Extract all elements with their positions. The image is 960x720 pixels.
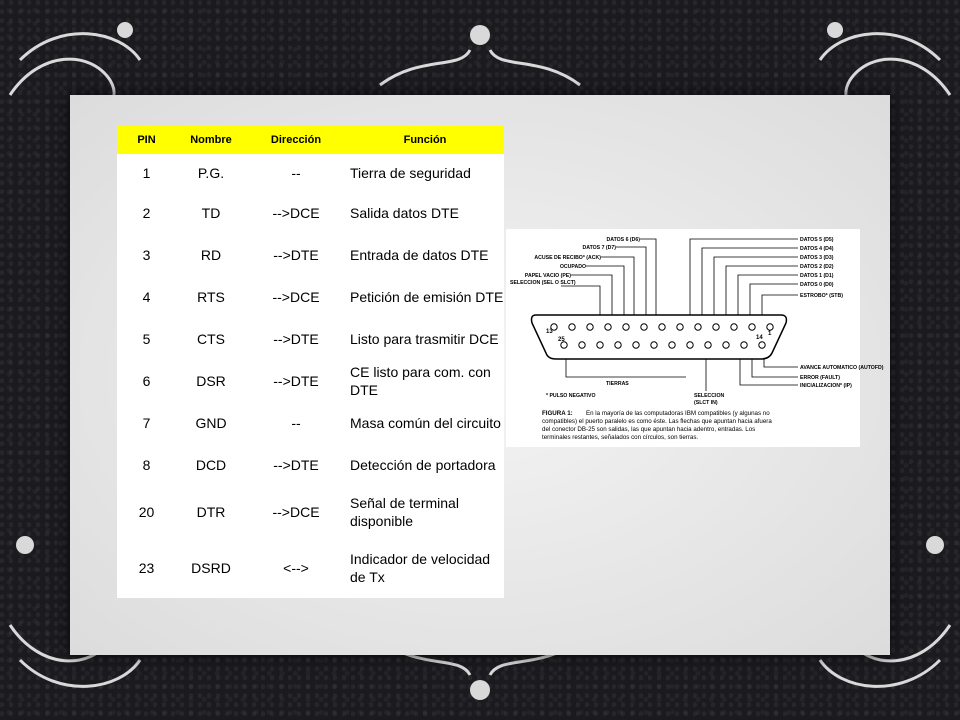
pin-cell: 8 (142, 457, 151, 473)
pin-cell: 5 (142, 331, 151, 347)
table-row (117, 538, 504, 598)
label-d6: DATOS 6 (D6) (606, 237, 640, 243)
pin-cell: 7 (142, 415, 151, 431)
table-row (117, 192, 504, 234)
label-ocupado: OCUPADO (559, 264, 586, 270)
function-cell: Indicador de velocidad de Tx (350, 551, 491, 585)
pin-cell: 6 (142, 373, 151, 389)
table-row (117, 276, 504, 318)
table-row (117, 486, 504, 538)
direction-cell: -- (291, 415, 301, 431)
table-row (117, 402, 504, 444)
label-pulso: * PULSO NEGATIVO (546, 393, 596, 399)
direction-cell: <--> (283, 560, 309, 576)
caption-line-2: compatibles) el puerto paralelo es como éste. Las flechas que apuntan hacia afuera (542, 418, 772, 425)
name-cell: DTR (196, 504, 226, 520)
caption-line-1: En la mayoría de las computadoras IBM compatibles (y algunas no (586, 410, 770, 417)
function-cell: Listo para trasmitir DCE (350, 331, 499, 347)
label-init: INICIALIZACION* (IP) (800, 383, 852, 389)
label-seleccion-in: SELECCION (694, 393, 725, 399)
header-direccion: Dirección (246, 126, 346, 154)
table-row (117, 318, 504, 360)
caption-line-4: terminales restantes, señalados con círculos, son tierras. (542, 434, 699, 441)
pin-cell: 2 (142, 205, 151, 221)
name-cell: DSR (196, 373, 226, 389)
label-d3: DATOS 3 (D3) (800, 255, 834, 261)
direction-cell: -->DTE (273, 247, 319, 263)
name-cell: RD (200, 247, 222, 263)
label-sel: SELECCION (SEL O SLCT) (510, 280, 576, 286)
label-d4: DATOS 4 (D4) (800, 246, 834, 252)
label-slct-in: (SLCT IN) (694, 400, 718, 406)
direction-cell: -->DCE (272, 205, 320, 221)
header-pin: PIN (117, 126, 176, 154)
pin-label-1: 1 (768, 331, 772, 337)
name-cell: RTS (197, 289, 225, 305)
function-cell: CE listo para com. con DTE (350, 364, 491, 398)
db25-connector-shell (532, 315, 787, 359)
label-fault: ERROR (FAULT) (800, 375, 840, 381)
table-row (117, 360, 504, 402)
pin-table (117, 126, 504, 598)
name-cell: TD (201, 205, 221, 221)
function-cell: Señal de terminal disponible (350, 495, 459, 529)
caption-line-3: del conector DB-25 son salidas, las que apuntan hacia adentro, entradas. Los (542, 426, 756, 433)
function-cell: Entrada de datos DTE (350, 247, 489, 263)
pin-cell: 4 (142, 289, 151, 305)
pin-label-14: 14 (756, 335, 763, 341)
pin-cell: 20 (138, 504, 155, 520)
pin-cell: 1 (142, 165, 151, 181)
header-nombre: Nombre (176, 126, 246, 154)
label-ack: ACUSE DE RECIBO* (ACK) (534, 255, 601, 261)
pin-label-25: 25 (558, 337, 565, 343)
function-cell: Tierra de seguridad (350, 165, 471, 181)
label-pe: PAPEL VACIO (PE) (524, 273, 571, 279)
name-cell: GND (195, 415, 227, 431)
function-cell: Detección de portadora (350, 457, 496, 473)
table-header-row (117, 126, 504, 154)
direction-cell: -->DTE (273, 373, 319, 389)
direction-cell: -->DCE (272, 289, 320, 305)
label-d1: DATOS 1 (D1) (800, 273, 834, 279)
direction-cell: -->DTE (273, 331, 319, 347)
table-row (117, 444, 504, 486)
name-cell: DSRD (191, 560, 231, 576)
header-funcion: Función (346, 126, 504, 154)
function-cell: Masa común del circuito (350, 415, 501, 431)
name-cell: DCD (195, 457, 227, 473)
function-cell: Salida datos DTE (350, 205, 459, 221)
label-autofd: AVANCE AUTOMATICO (AUTOFD) (800, 365, 884, 371)
direction-cell: -- (291, 165, 301, 181)
function-cell: Petición de emisión DTE (350, 289, 504, 305)
table-row (117, 234, 504, 276)
pin-label-13: 13 (546, 329, 553, 335)
name-cell: CTS (197, 331, 225, 347)
caption-title: FIGURA 1: (542, 410, 573, 417)
pin-cell: 23 (138, 560, 155, 576)
label-d0: DATOS 0 (D0) (800, 282, 834, 288)
direction-cell: -->DCE (272, 504, 320, 520)
direction-cell: -->DTE (273, 457, 319, 473)
pin-cell: 3 (142, 247, 151, 263)
label-d7: DATOS 7 (D7) (582, 245, 616, 251)
label-d2: DATOS 2 (D2) (800, 264, 834, 270)
db25-connector-diagram (506, 229, 884, 447)
label-tierras: TIERRAS (606, 381, 629, 387)
table-row (117, 154, 504, 192)
name-cell: P.G. (197, 165, 225, 181)
label-d5: DATOS 5 (D5) (800, 237, 834, 243)
label-stb: ESTROBO* (STB) (800, 293, 843, 299)
